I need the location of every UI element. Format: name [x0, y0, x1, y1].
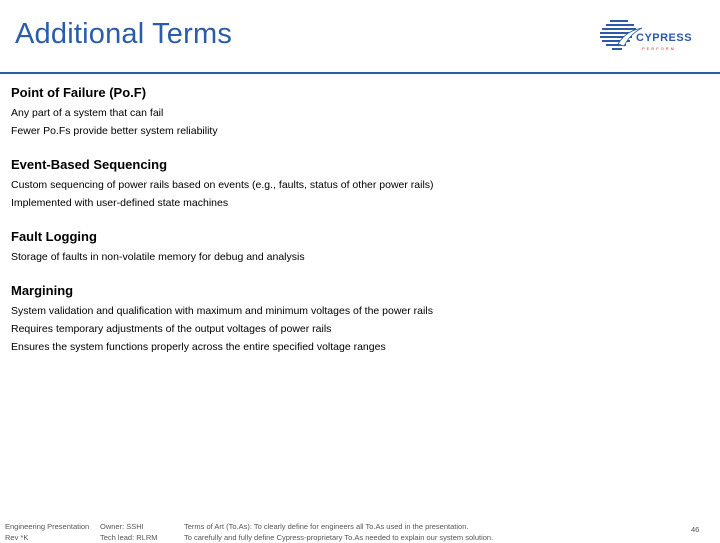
slide-footer: [0, 516, 720, 540]
term-item: System validation and qualification with maximum and minimum voltages of the power rails: [11, 305, 433, 317]
term-section: [11, 283, 701, 356]
cypress-logo: [596, 14, 696, 54]
term-item: Ensures the system functions properly across the entire specified voltage ranges: [11, 341, 386, 353]
term-item: Storage of faults in non-volatile memory for debug and analysis: [11, 251, 305, 263]
term-heading: Margining: [11, 283, 74, 298]
term-item: Fewer Po.Fs provide better system reliability: [11, 125, 218, 137]
footer-owner: Owner: SSHI: [100, 522, 144, 531]
term-heading: Fault Logging: [11, 229, 97, 244]
term-item: Implemented with user-defined state machines: [11, 197, 229, 209]
logo-brand: CYPRESS: [636, 32, 693, 44]
terms-list: [11, 85, 701, 356]
footer-revision: Rev *K: [5, 533, 29, 542]
footer-terms-line-1: Terms of Art (To.As): To clearly define for engineers all To.As used in the presentation.: [184, 522, 469, 531]
term-section: [11, 85, 701, 140]
footer-tech-lead: Tech lead: RLRM: [100, 533, 158, 542]
footer-terms-line-2: To carefully and fully define Cypress-proprietary To.As needed to explain our system solution.: [184, 533, 494, 542]
logo-tagline: PERFORM: [642, 46, 676, 51]
term-section: [11, 157, 701, 212]
title-divider: [0, 72, 720, 74]
page-title: Additional Terms: [15, 18, 233, 50]
term-item: Custom sequencing of power rails based on events (e.g., faults, status of other power rails): [11, 179, 434, 191]
term-item: Requires temporary adjustments of the output voltages of power rails: [11, 323, 332, 335]
term-item: Any part of a system that can fail: [11, 107, 164, 119]
term-heading: Event-Based Sequencing: [11, 157, 168, 172]
page-number: 46: [691, 525, 700, 534]
term-heading: Point of Failure (Po.F): [11, 85, 147, 100]
footer-presentation: Engineering Presentation: [5, 522, 90, 531]
term-section: [11, 229, 701, 266]
